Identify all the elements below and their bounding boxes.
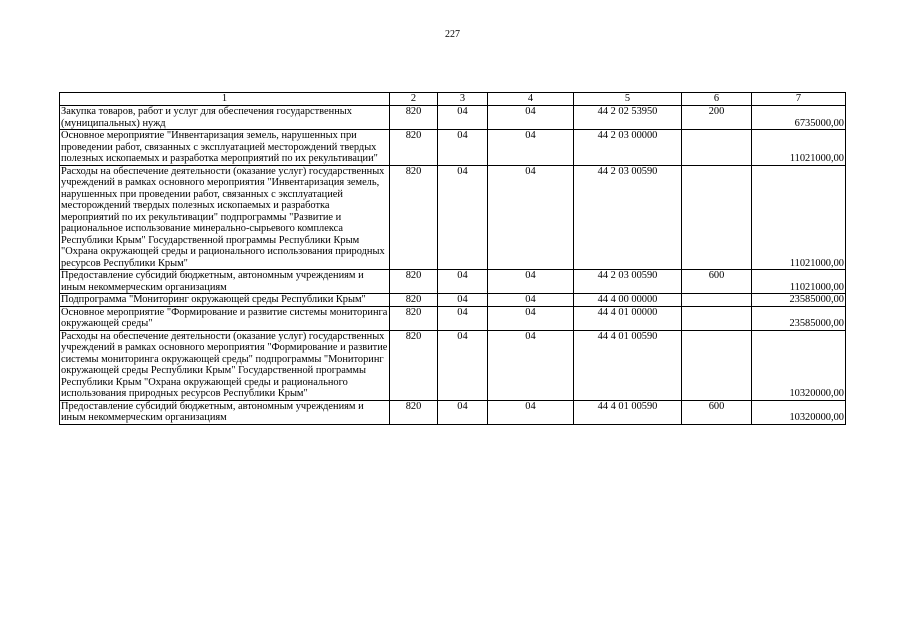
row-name-cell: Основное мероприятие "Формирование и развитие системы мониторинга окружающей среды" [60, 306, 390, 330]
row-subsection-cell: 04 [488, 270, 574, 294]
row-name-cell: Закупка товаров, работ и услуг для обеспечения государственных (муниципальных) нужд [60, 106, 390, 130]
row-expense-type-cell [682, 306, 752, 330]
row-section-cell: 04 [438, 294, 488, 307]
row-ministry-cell: 820 [390, 106, 438, 130]
row-section-cell: 04 [438, 130, 488, 166]
row-subsection-cell: 04 [488, 400, 574, 424]
page-number: 227 [445, 29, 460, 40]
row-target-article-cell: 44 4 01 00590 [574, 330, 682, 400]
row-amount-cell: 6735000,00 [752, 106, 846, 130]
row-section-cell: 04 [438, 106, 488, 130]
row-subsection-cell: 04 [488, 330, 574, 400]
row-amount-cell: 23585000,00 [752, 306, 846, 330]
row-expense-type-cell [682, 294, 752, 307]
row-amount-cell: 11021000,00 [752, 270, 846, 294]
row-amount-cell: 11021000,00 [752, 165, 846, 270]
row-section-cell: 04 [438, 270, 488, 294]
header-cell: 1 [60, 93, 390, 106]
table-row [60, 400, 846, 424]
table-body [60, 93, 846, 425]
table-row [60, 106, 846, 130]
row-ministry-cell: 820 [390, 294, 438, 307]
row-target-article-cell: 44 2 02 53950 [574, 106, 682, 130]
row-target-article-cell: 44 2 03 00000 [574, 130, 682, 166]
row-subsection-cell: 04 [488, 130, 574, 166]
row-expense-type-cell: 600 [682, 270, 752, 294]
budget-table [59, 92, 846, 425]
row-expense-type-cell [682, 330, 752, 400]
table-row [60, 130, 846, 166]
row-target-article-cell: 44 4 00 00000 [574, 294, 682, 307]
table-row [60, 294, 846, 307]
table-row [60, 306, 846, 330]
row-section-cell: 04 [438, 165, 488, 270]
table-row [60, 270, 846, 294]
table-header-row [60, 93, 846, 106]
row-expense-type-cell [682, 130, 752, 166]
row-section-cell: 04 [438, 400, 488, 424]
row-name-cell: Предоставление субсидий бюджетным, автономным учреждениям и иным некоммерческим организациям [60, 400, 390, 424]
row-amount-cell: 10320000,00 [752, 400, 846, 424]
table-row [60, 330, 846, 400]
row-expense-type-cell [682, 165, 752, 270]
row-ministry-cell: 820 [390, 400, 438, 424]
row-target-article-cell: 44 4 01 00590 [574, 400, 682, 424]
header-cell: 4 [488, 93, 574, 106]
row-name-cell: Предоставление субсидий бюджетным, автономным учреждениям и иным некоммерческим организациям [60, 270, 390, 294]
row-target-article-cell: 44 2 03 00590 [574, 165, 682, 270]
row-amount-cell: 23585000,00 [752, 294, 846, 307]
header-cell: 6 [682, 93, 752, 106]
row-ministry-cell: 820 [390, 270, 438, 294]
row-target-article-cell: 44 2 03 00590 [574, 270, 682, 294]
row-subsection-cell: 04 [488, 165, 574, 270]
header-cell: 7 [752, 93, 846, 106]
row-subsection-cell: 04 [488, 106, 574, 130]
row-target-article-cell: 44 4 01 00000 [574, 306, 682, 330]
table-row [60, 165, 846, 270]
row-expense-type-cell: 600 [682, 400, 752, 424]
row-amount-cell: 10320000,00 [752, 330, 846, 400]
row-ministry-cell: 820 [390, 130, 438, 166]
row-amount-cell: 11021000,00 [752, 130, 846, 166]
header-cell: 3 [438, 93, 488, 106]
row-name-cell: Подпрограмма "Мониторинг окружающей среды Республики Крым" [60, 294, 390, 307]
row-ministry-cell: 820 [390, 306, 438, 330]
row-name-cell: Расходы на обеспечение деятельности (оказание услуг) государственных учреждений в рамках основного мероприятия "Формирование и развитие системы мониторинга окружающей среды" подпрограммы "Мониторинг окружающей среды Республики Крым" Государственной программы Республики Крым "Охрана окружающей среды и рационального использования природных ресурсов Республики Крым" [60, 330, 390, 400]
header-cell: 5 [574, 93, 682, 106]
header-cell: 2 [390, 93, 438, 106]
row-ministry-cell: 820 [390, 330, 438, 400]
row-ministry-cell: 820 [390, 165, 438, 270]
row-section-cell: 04 [438, 330, 488, 400]
row-subsection-cell: 04 [488, 306, 574, 330]
row-section-cell: 04 [438, 306, 488, 330]
row-subsection-cell: 04 [488, 294, 574, 307]
row-name-cell: Основное мероприятие "Инвентаризация земель, нарушенных при проведении работ, связанных с эксплуатацией месторождений твердых полезных ископаемых и разработка мероприятий по их рекультивации" [60, 130, 390, 166]
row-expense-type-cell: 200 [682, 106, 752, 130]
row-name-cell: Расходы на обеспечение деятельности (оказание услуг) государственных учреждений в рамках основного мероприятия "Инвентаризация земель, нарушенных при проведении работ, связанных с эксплуатацией месторождений твердых полезных ископаемых и разработка мероприятий по их рекультивации" подпрограммы "Развитие и рациональное использование минерально-сырьевого комплекса Республики Крым" Государственной программы Республики Крым "Охрана окружающей среды и рационального использования природных ресурсов Республики Крым" [60, 165, 390, 270]
